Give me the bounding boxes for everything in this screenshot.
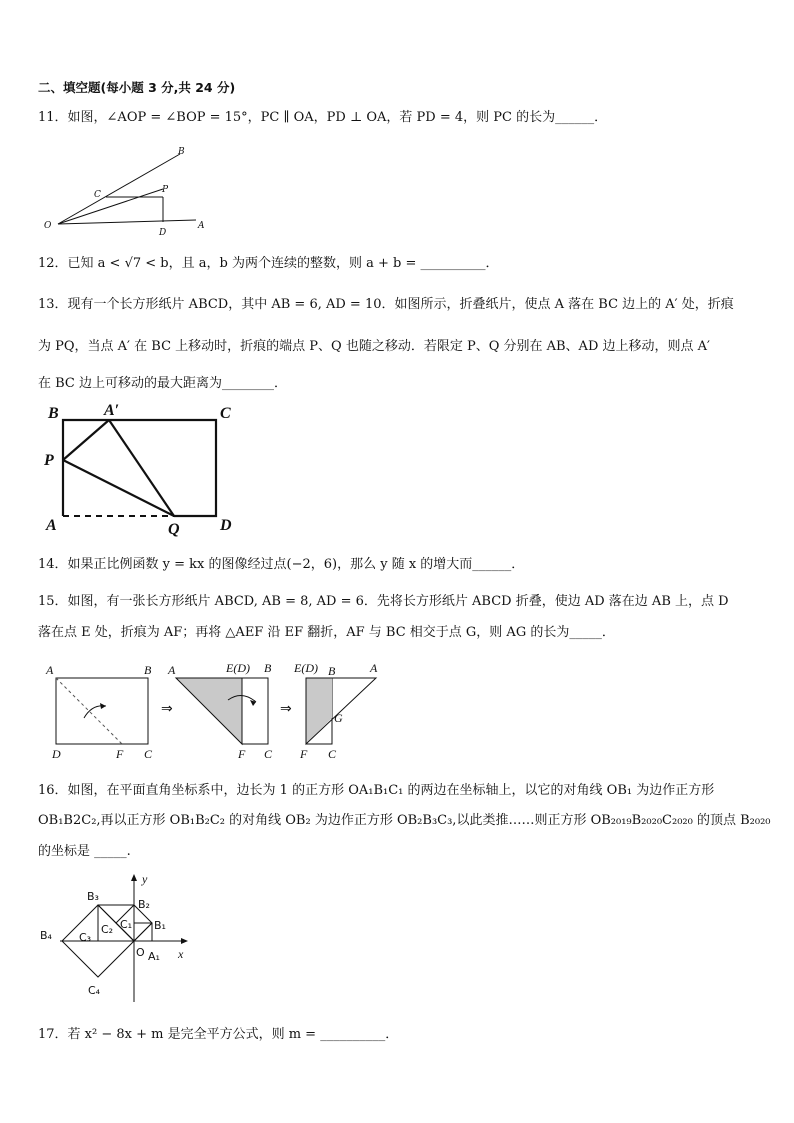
fig15c-label-g: G bbox=[334, 711, 343, 725]
fig16-label-c4: C₄ bbox=[88, 984, 101, 997]
fig13-label-c: C bbox=[220, 405, 231, 422]
fig16-label-a1: A₁ bbox=[148, 950, 160, 963]
fig13-label-p: P bbox=[44, 452, 54, 469]
fig15a-label-c: C bbox=[144, 747, 153, 761]
fig16-label-y: y bbox=[142, 872, 148, 886]
fig13-label-a: A bbox=[46, 517, 57, 534]
question-13-line-2: 为 PQ，当点 A′ 在 BC 上移动时，折痕的端点 P、Q 也随之移动．若限定 P、Q 分别在 AB、AD 边上移动，则点 A′ bbox=[38, 339, 710, 354]
fig15a-label-a: A bbox=[46, 663, 54, 677]
fig16-label-b1: B₁ bbox=[154, 919, 166, 932]
fig16-label-c1: C₁ bbox=[120, 918, 133, 931]
question-15-figure-3 bbox=[286, 660, 396, 764]
fig15a-label-d: D bbox=[52, 747, 61, 761]
question-16-line-2: OB₁B2C₂,再以正方形 OB₁B₂C₂ 的对角线 OB₂ 为边作正方形 OB₂B₃C₃,以此类推……则正方形 OB₂₀₁₉B₂₀₂₀C₂₀₂₀ 的顶点 B₂₀₂₀ bbox=[38, 813, 771, 828]
fig11-label-d: D bbox=[159, 228, 167, 238]
fold-arrow-2: ⇒ bbox=[280, 701, 292, 717]
question-16-line-1: 16．如图，在平面直角坐标系中，边长为 1 的正方形 OA₁B₁C₁ 的两边在坐标轴上，以它的对角线 OB₁ 为边作正方形 bbox=[38, 783, 715, 798]
fig13-label-q: Q bbox=[168, 521, 180, 538]
question-13-line-1: 13．现有一个长方形纸片 ABCD，其中 AB = 6, AD = 10．如图所示，折叠纸片，使点 A 落在 BC 边上的 A′ 处，折痕 bbox=[38, 297, 734, 312]
fig15b-label-f: F bbox=[238, 747, 246, 761]
question-11-text: 11．如图，∠AOP = ∠BOP = 15°，PC ∥ OA，PD ⊥ OA，若 PD = 4，则 PC 的长为______． bbox=[38, 110, 608, 125]
fig15a-label-f: F bbox=[116, 747, 124, 761]
fig15b-label-a: A bbox=[168, 663, 176, 677]
fig15b-label-b: B bbox=[264, 661, 272, 675]
fig15a-label-b: B bbox=[144, 663, 152, 677]
fig11-label-a: A bbox=[198, 221, 205, 231]
question-16-figure bbox=[38, 872, 198, 1007]
fig13-label-a-prime: A′ bbox=[104, 402, 120, 419]
question-12-text: 12．已知 a < √7 < b，且 a，b 为两个连续的整数，则 a + b = __________． bbox=[38, 256, 499, 271]
fig16-label-b2: B₂ bbox=[138, 898, 150, 911]
fig16-label-x: x bbox=[178, 947, 184, 961]
question-15-line-2: 落在点 E 处，折痕为 AF；再将 △AEF 沿 EF 翻折，AF 与 BC 相交于点 G，则 AG 的长为_____． bbox=[38, 625, 615, 640]
fig16-label-c2: C₂ bbox=[101, 923, 114, 936]
fig15b-label-c: C bbox=[264, 747, 273, 761]
fig13-label-b: B bbox=[48, 405, 59, 422]
fig11-label-o: O bbox=[44, 221, 52, 231]
question-16-line-3: 的坐标是 _____. bbox=[38, 844, 131, 859]
fig13-label-d: D bbox=[220, 517, 232, 534]
fig16-label-b3: B₃ bbox=[87, 890, 99, 903]
question-11-figure bbox=[38, 142, 228, 237]
fold-arrow-1: ⇒ bbox=[161, 701, 173, 717]
fig15c-label-b: B bbox=[328, 664, 336, 678]
section-heading: 二、填空题(每小题 3 分,共 24 分) bbox=[38, 80, 236, 95]
question-13-line-3: 在 BC 边上可移动的最大距离为________． bbox=[38, 376, 288, 391]
question-14-text: 14．如果正比例函数 y = kx 的图像经过点(−2，6)，那么 y 随 x 的增大而______． bbox=[38, 557, 525, 572]
fig11-label-p: P bbox=[162, 185, 169, 195]
fig15b-label-ed: E(D) bbox=[226, 661, 250, 675]
fig15c-label-f: F bbox=[300, 747, 308, 761]
question-15-figure-2 bbox=[166, 660, 286, 764]
question-15-figure-1 bbox=[40, 660, 170, 764]
fig15c-label-a: A bbox=[370, 661, 378, 675]
question-17-text: 17．若 x² − 8x + m 是完全平方公式，则 m = __________． bbox=[38, 1027, 399, 1042]
fig15c-label-ed: E(D) bbox=[294, 661, 318, 675]
fig11-label-c: C bbox=[94, 190, 101, 200]
question-15-line-1: 15．如图，有一张长方形纸片 ABCD, AB = 8, AD = 6．先将长方形纸片 ABCD 折叠，使边 AD 落在边 AB 上，点 D bbox=[38, 594, 729, 609]
fig11-label-b: B bbox=[178, 147, 185, 157]
fig15c-label-c: C bbox=[328, 747, 337, 761]
question-13-figure bbox=[38, 400, 248, 540]
fig16-label-b4: B₄ bbox=[40, 929, 52, 942]
fig16-label-c3: C₃ bbox=[79, 931, 92, 944]
fig16-label-o: O bbox=[136, 946, 145, 959]
